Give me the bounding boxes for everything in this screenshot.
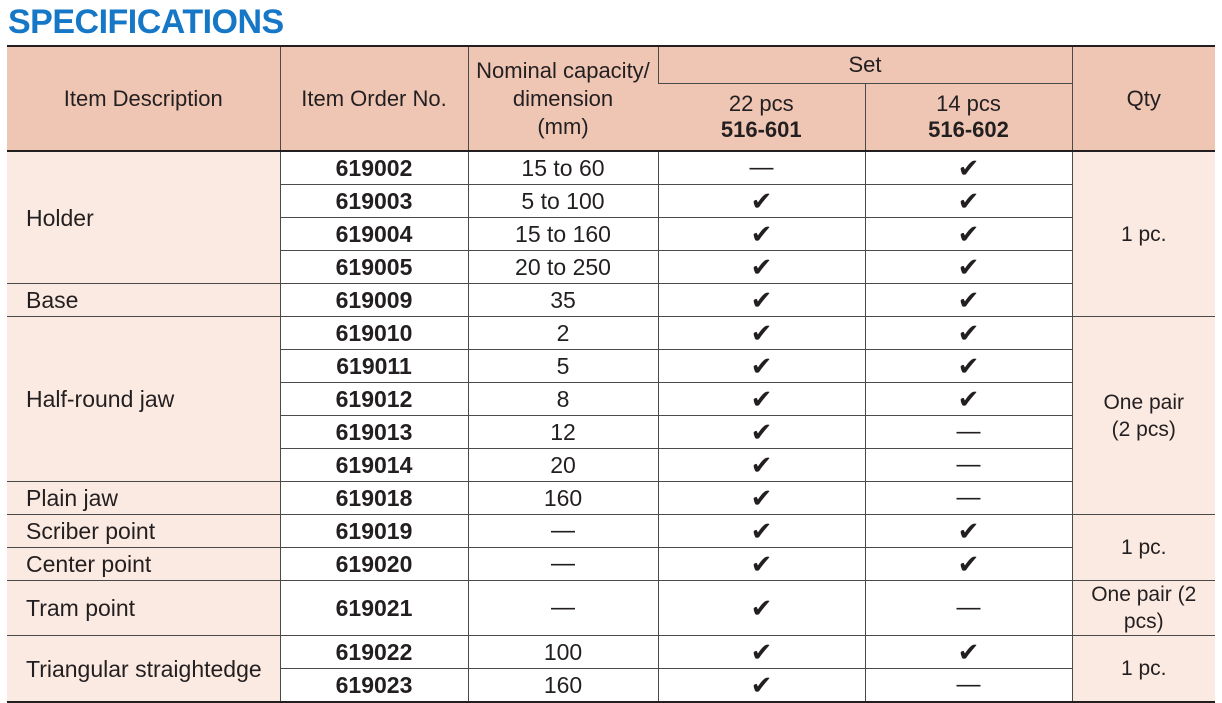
capacity-cell: 5	[468, 350, 658, 383]
qty-text: 1 pc.	[1120, 657, 1167, 680]
specifications-table	[7, 45, 1215, 701]
set-b-header	[865, 84, 1072, 152]
capacity-cell: 20	[468, 449, 658, 482]
item-description-header: Item Description	[7, 46, 280, 151]
qty-text: One pair (2 pcs)	[1091, 583, 1197, 633]
table-body	[7, 151, 1215, 701]
order-no-cell: 619018	[280, 482, 468, 515]
order-no-cell: 619013	[280, 416, 468, 449]
item-description-center-point: Center point	[7, 548, 280, 581]
qty-tram-point	[1072, 581, 1215, 636]
set-b-cell: ✔	[865, 218, 1072, 251]
table-row	[7, 482, 1215, 515]
order-no-cell: 619012	[280, 383, 468, 416]
capacity-cell: —	[468, 515, 658, 548]
set-b-cell: ✔	[865, 636, 1072, 669]
set-b-cell: —	[865, 581, 1072, 636]
capacity-cell: 35	[468, 284, 658, 317]
set-a-cell: ✔	[658, 218, 865, 251]
order-no-cell: 619019	[280, 515, 468, 548]
set-a-cell: ✔	[658, 185, 865, 218]
table-row	[7, 636, 1215, 669]
order-no-cell: 619009	[280, 284, 468, 317]
qty-text: 1 pc.	[1120, 536, 1167, 559]
capacity-cell: 20 to 250	[468, 251, 658, 284]
capacity-cell: 15 to 60	[468, 151, 658, 185]
set-a-header	[658, 84, 865, 152]
set-b-cell: —	[865, 449, 1072, 482]
capacity-header-line1: Nominal capacity/	[476, 57, 650, 83]
order-no-cell: 619004	[280, 218, 468, 251]
set-a-cell: ✔	[658, 383, 865, 416]
table-row	[7, 317, 1215, 350]
order-no-cell: 619021	[280, 581, 468, 636]
capacity-cell: 8	[468, 383, 658, 416]
capacity-cell: 160	[468, 482, 658, 515]
set-header: Set	[658, 46, 1072, 84]
qty-holder-base	[1072, 151, 1215, 317]
item-description-tram-point: Tram point	[7, 581, 280, 636]
item-description-plain-jaw: Plain jaw	[7, 482, 280, 515]
order-no-cell: 619005	[280, 251, 468, 284]
qty-text: 1 pc.	[1120, 222, 1167, 246]
item-description-scriber-point: Scriber point	[7, 515, 280, 548]
capacity-cell: —	[468, 548, 658, 581]
order-no-cell: 619002	[280, 151, 468, 185]
item-order-no-header: Item Order No.	[280, 46, 468, 151]
set-a-cell: ✔	[658, 350, 865, 383]
set-b-cell: ✔	[865, 515, 1072, 548]
set-a-cell: ✔	[658, 636, 865, 669]
capacity-cell: 12	[468, 416, 658, 449]
item-description-base: Base	[7, 284, 280, 317]
item-description-triangular-straightedge: Triangular straightedge	[7, 636, 280, 702]
capacity-header-line2: dimension	[512, 85, 614, 111]
set-a-cell: ✔	[658, 548, 865, 581]
capacity-cell: 15 to 160	[468, 218, 658, 251]
set-b-cell: ✔	[865, 350, 1072, 383]
order-no-cell: 619014	[280, 449, 468, 482]
table-row	[7, 284, 1215, 317]
set-a-cell: ✔	[658, 416, 865, 449]
set-a-cell: ✔	[658, 669, 865, 702]
set-a-cell: ✔	[658, 251, 865, 284]
set-b-cell: ✔	[865, 383, 1072, 416]
set-b-pcs: 14 pcs	[936, 91, 1001, 116]
table-header	[7, 46, 1215, 151]
set-b-cell: —	[865, 482, 1072, 515]
set-b-cell: —	[865, 669, 1072, 702]
capacity-cell: 5 to 100	[468, 185, 658, 218]
capacity-cell: 160	[468, 669, 658, 702]
set-a-cell: ✔	[658, 449, 865, 482]
qty-jaws	[1072, 317, 1215, 515]
item-description-half-round-jaw: Half-round jaw	[7, 317, 280, 482]
capacity-header-line3: (mm)	[537, 113, 589, 139]
capacity-cell: 100	[468, 636, 658, 669]
capacity-cell: —	[468, 581, 658, 636]
set-a-cell: ✔	[658, 581, 865, 636]
qty-text: One pair	[1103, 390, 1185, 414]
set-b-cell: ✔	[865, 185, 1072, 218]
qty-points	[1072, 515, 1215, 581]
table-row	[7, 581, 1215, 636]
table-row	[7, 548, 1215, 581]
set-a-pcs: 22 pcs	[728, 91, 794, 116]
set-b-cell: —	[865, 416, 1072, 449]
set-b-cell: ✔	[865, 151, 1072, 185]
set-a-cell: ✔	[658, 284, 865, 317]
item-description-holder: Holder	[7, 151, 280, 284]
set-a-cell: ✔	[658, 317, 865, 350]
set-b-cell: ✔	[865, 317, 1072, 350]
table-row	[7, 151, 1215, 185]
set-a-cell: —	[658, 151, 865, 185]
qty-text-line2: (2 pcs)	[1111, 417, 1176, 441]
order-no-cell: 619022	[280, 636, 468, 669]
order-no-cell: 619023	[280, 669, 468, 702]
set-b-cell: ✔	[865, 284, 1072, 317]
capacity-cell: 2	[468, 317, 658, 350]
set-a-cell: ✔	[658, 482, 865, 515]
set-b-number: 516-602	[928, 117, 1009, 142]
set-a-cell: ✔	[658, 515, 865, 548]
page-title: SPECIFICATIONS	[8, 3, 284, 41]
order-no-cell: 619010	[280, 317, 468, 350]
qty-header: Qty	[1072, 46, 1215, 151]
qty-straightedge	[1072, 636, 1215, 702]
set-b-cell: ✔	[865, 251, 1072, 284]
order-no-cell: 619003	[280, 185, 468, 218]
order-no-cell: 619020	[280, 548, 468, 581]
set-a-number: 516-601	[720, 117, 802, 142]
capacity-header	[468, 46, 658, 151]
order-no-cell: 619011	[280, 350, 468, 383]
table-row	[7, 515, 1215, 548]
set-b-cell: ✔	[865, 548, 1072, 581]
